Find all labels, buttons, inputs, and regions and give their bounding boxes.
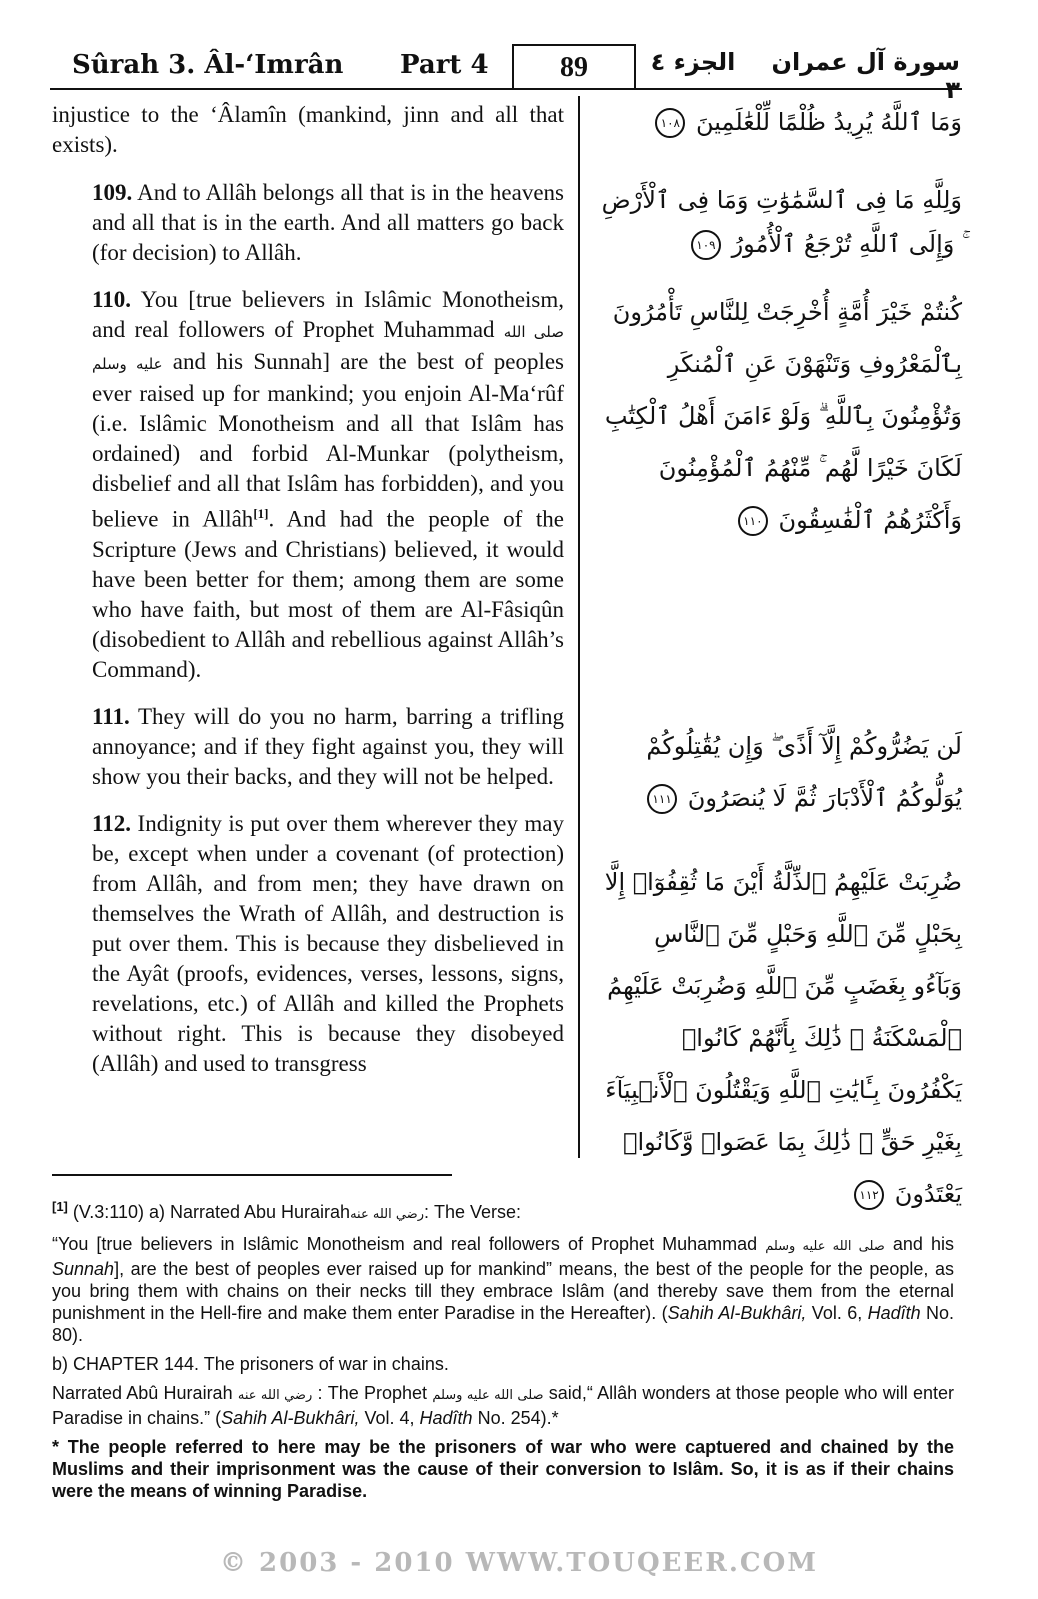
honorific-ar: رضي الله عنه bbox=[237, 1388, 313, 1403]
verse-112-ar bbox=[600, 856, 962, 1220]
page-number: 89 bbox=[512, 44, 636, 90]
juz-label-ar: الجزء ٤ bbox=[650, 48, 736, 76]
ayah-end-icon: ١٠٨ bbox=[655, 108, 685, 138]
ayah-end-icon: ١٠٩ bbox=[691, 230, 721, 260]
footnote-marker: [1] bbox=[52, 1199, 68, 1214]
header-rule bbox=[50, 88, 962, 90]
footnotes bbox=[52, 1196, 954, 1509]
ayah-text: ضُرِبَتْ عَلَيْهِمُ ٱلذِّلَّةُ أَيْنَ مَا ثُقِفُوٓا۟ إِلَّا بِحَبْلٍ مِّنَ ٱللَّهِ وَحَبْلٍ مِّنَ ٱلنَّاسِ وَبَآءُو بِغَضَبٍ مِّنَ ٱللَّهِ وَضُرِبَتْ عَلَيْهِمُ ٱلْمَسْكَنَةُ ۚ ذَٰلِكَ بِأَنَّهُمْ كَانُوا۟ يَكْفُرُونَ بِـَٔايَٰتِ ٱللَّهِ وَيَقْتُلُونَ ٱلْأَنۢبِيَآءَ بِغَيْرِ حَقٍّ ۚ ذَٰلِكَ بِمَا عَصَوا۟ وَّكَانُوا۟ يَعْتَدُونَ bbox=[604, 868, 962, 1208]
footnote-text: “You [true believers in Islâmic Monotheism and real followers of Prophet Muhammad bbox=[52, 1234, 758, 1254]
verse-text: Indignity is put over them wherever they may be, except when under a covenant (of protection) from Allâh, and from men; they have drawn on themselves the Wrath of Allâh, and destruction is put over them. This is because they disbelieved in the Ayât (proofs, evidences, verses, lessons, signs, revelations, etc.) of Allâh and killed the Prophets without right. This is because they disobeyed (Allâh) and used to transgress bbox=[92, 810, 564, 1076]
surah-title-en: Sûrah 3. Âl-‘Imrân bbox=[72, 50, 344, 80]
footnote-text: Hadîth bbox=[867, 1303, 921, 1323]
salutation-ar: صلى الله عليه وسلم bbox=[765, 1239, 885, 1254]
verse-109-en bbox=[52, 178, 564, 268]
ayah-text: وَلِلَّهِ مَا فِى ٱلسَّمَٰوَٰتِ وَمَا فِى ٱلْأَرْضِ ۚ وَإِلَى ٱللَّهِ تُرْجَعُ ٱلْأُمُورُ bbox=[601, 186, 962, 258]
ayah-end-icon: ١١٠ bbox=[738, 506, 768, 536]
footnote-text: Vol. 6, bbox=[806, 1303, 868, 1323]
verse-text: . And had the people of the Scripture (Jews and Christians) believed, it would have been better for them; among them are some who have faith, but most of them are Al-Fâsiqûn (disobedient to Allâh and rebellious against Allâh’s Command). bbox=[92, 506, 564, 682]
footnote-text: No. 254).* bbox=[472, 1408, 559, 1428]
ayah-text: كُنتُمْ خَيْرَ أُمَّةٍ أُخْرِجَتْ لِلنَّاسِ تَأْمُرُونَ بِٱلْمَعْرُوفِ وَتَنْهَوْنَ عَنِ ٱلْمُنكَرِ وَتُؤْمِنُونَ بِٱللَّهِ ۗ وَلَوْ ءَامَنَ أَهْلُ ٱلْكِتَٰبِ لَكَانَ خَيْرًا لَّهُم ۚ مِّنْهُمُ ٱلْمُؤْمِنُونَ وَأَكْثَرُهُمُ ٱلْفَٰسِقُونَ bbox=[604, 298, 962, 534]
citation-source: Sahih Al-Bukhâri, bbox=[667, 1303, 807, 1323]
footnote-text: Vol. 4, bbox=[359, 1408, 420, 1428]
ayah-end-icon: ١١١ bbox=[647, 784, 677, 814]
part-label-en: Part 4 bbox=[400, 50, 489, 80]
verse-number: 110. bbox=[92, 287, 131, 312]
verse-text: And to Allâh belongs all that is in the heavens and all that is in the earth. And all matters go back (for decision) to Allâh. bbox=[92, 180, 564, 265]
footnote-text: ], are the best of peoples ever raised up for mankind” means, the best of the people for the people, as you bring them with chains on their necks till they embrace Islâm (and thereby save them from the eternal punishment in the Hell-fire and make them enter Paradise in the Hereafter). ( bbox=[52, 1259, 954, 1323]
footnote-1-intro bbox=[52, 1196, 954, 1226]
column-divider bbox=[578, 96, 580, 1158]
surah-title-ar: سورة آل عمران ٣ bbox=[771, 48, 960, 104]
verse-text: You [true believers in Islâmic Monotheism, and real followers of Prophet Muhammad bbox=[92, 287, 565, 342]
citation-source: Sahih Al-Bukhâri, bbox=[221, 1408, 360, 1428]
footnote-1-quote bbox=[52, 1233, 954, 1346]
english-translation-column bbox=[52, 100, 564, 1096]
ayah-end-icon: ١١٢ bbox=[854, 1180, 884, 1210]
page-header bbox=[50, 44, 962, 104]
footnote-text: Hadîth bbox=[419, 1408, 473, 1428]
footnote-text: and his bbox=[892, 1234, 954, 1254]
verse-108-ar bbox=[600, 100, 962, 144]
ayah-text: لَن يَضُرُّوكُمْ إِلَّآ أَذًى ۖ وَإِن يُقَٰتِلُوكُمْ يُوَلُّوكُمُ ٱلْأَدْبَارَ ثُمَّ لَا يُنصَرُونَ bbox=[646, 732, 962, 812]
footnote-text: : The Verse: bbox=[423, 1202, 522, 1222]
salutation-ar: صلى الله عليه وسلم bbox=[92, 323, 564, 373]
footnote-text: Sunnah bbox=[52, 1259, 115, 1279]
salutation-ar: صلى الله عليه وسلم bbox=[432, 1388, 544, 1403]
honorific-ar: رضي الله عنه bbox=[350, 1207, 424, 1222]
footnote-text: Narrated Abû Hurairah bbox=[52, 1383, 233, 1403]
verse-number: 109. bbox=[92, 180, 133, 205]
verse-111-en bbox=[52, 702, 564, 792]
footnote-1-chapter: b) CHAPTER 144. The prisoners of war in chains. bbox=[52, 1354, 449, 1374]
footnote-ref[interactable]: [1] bbox=[253, 506, 269, 521]
ayah-text: وَمَا ٱللَّهُ يُرِيدُ ظُلْمًا لِّلْعَٰلَمِينَ bbox=[695, 108, 962, 136]
footnote-text: No. 80). bbox=[52, 1303, 955, 1345]
verse-text: and his Sunnah] are the best of peoples ever raised up for mankind; you enjoin Al-Ma‘rûf (i.e. Islâmic Monotheism and all that Islâm has ordained) and forbid Al-Munkar (polytheism, disbelief and all that Islâm has forbidden), and you believe in Allâh bbox=[92, 349, 564, 532]
verse-110-en bbox=[52, 285, 564, 685]
verse-112-en bbox=[52, 809, 564, 1079]
footnote-3: * The people referred to here may be the prisoners of war who were captuered and chained by the Muslims and their imprisonment was the cause of their conversion to Islâm. So, it is as if their chains were the means of winning Paradise. bbox=[52, 1437, 954, 1501]
footnote-text: (V.3:110) a) Narrated Abu Hurairah bbox=[72, 1202, 351, 1222]
verse-108-en: injustice to the ‘Âlamîn (mankind, jinn and all that exists). bbox=[52, 102, 564, 157]
footnote-2 bbox=[52, 1382, 954, 1429]
footnote-text: : The Prophet bbox=[317, 1383, 428, 1403]
verse-number: 111. bbox=[92, 703, 130, 729]
verse-text: They will do you no harm, barring a trifling annoyance; and if they fight against you, they will show you their backs, and they will not be helped. bbox=[92, 703, 564, 789]
copyright-watermark: © 2003 - 2010 WWW.TOUQEER.COM bbox=[219, 1548, 819, 1578]
verse-number: 112. bbox=[92, 810, 131, 836]
verse-109-ar bbox=[600, 178, 962, 266]
verse-110-ar bbox=[600, 286, 962, 546]
verse-111-ar bbox=[600, 720, 962, 824]
footnote-text: said,“ Allâh wonders at those people who will enter Paradise in chains.” ( bbox=[52, 1383, 954, 1428]
footnote-rule bbox=[52, 1174, 452, 1176]
